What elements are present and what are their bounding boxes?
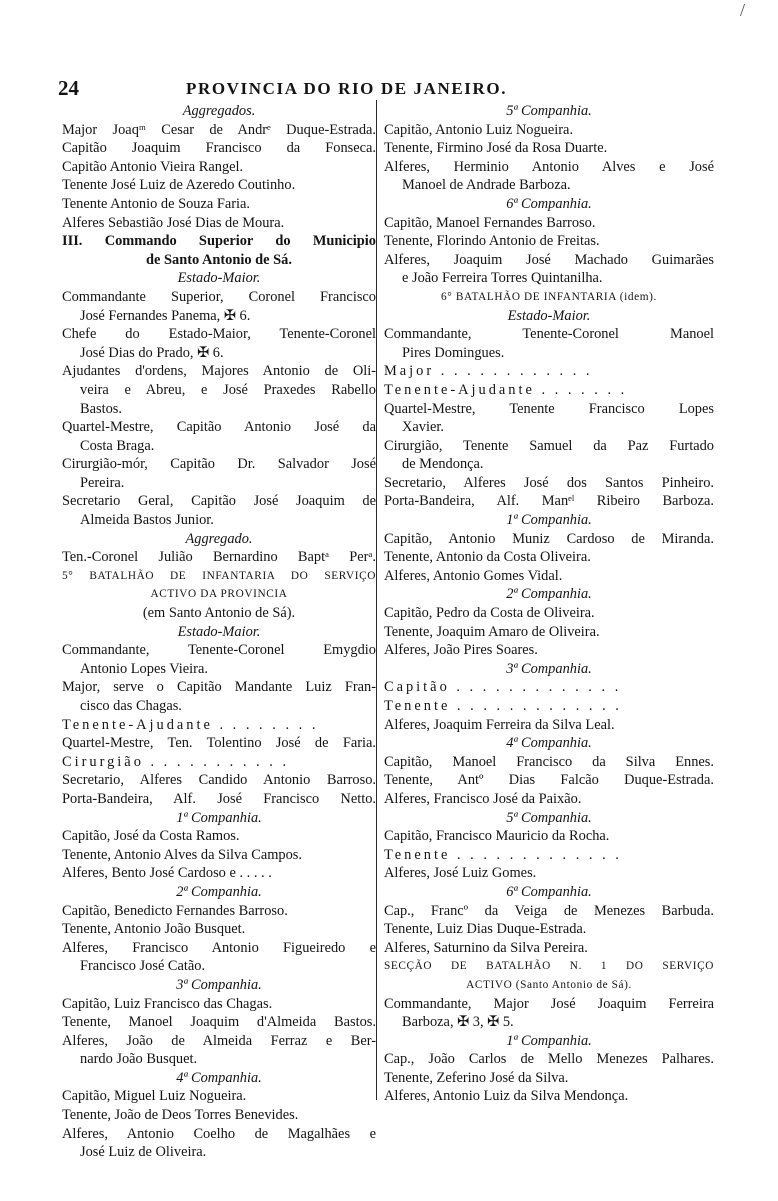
text-line: Tenente, Joaquim Amaro de Oliveira.	[384, 623, 600, 640]
text-line: Tenente, Florindo Antonio de Freitas.	[384, 233, 600, 250]
text-line: Tenente . . . . . . . . . . . . .	[384, 846, 622, 863]
text-line: ACTIVO (Santo Antonio de Sá).	[466, 978, 632, 991]
text-line: nardo João Busquet.	[80, 1051, 198, 1068]
text-line: Capitão . . . . . . . . . . . . .	[384, 679, 622, 696]
text-line: Alferes, Francisco Antonio Figueiredo e	[62, 939, 376, 956]
text-line: Tenente Antonio de Souza Faria.	[62, 195, 251, 212]
text-line: Alferes, Francisco José da Paixão.	[384, 790, 582, 807]
text-line: Commandante, Tenente-Coronel Manoel	[384, 326, 714, 343]
text-line: Alferes, Antonio Gomes Vidal.	[384, 567, 563, 584]
text-line: Estado-Maior.	[177, 623, 261, 640]
text-line: Tenente, Luiz Dias Duque-Estrada.	[384, 921, 587, 938]
text-line: 1ª Companhia.	[506, 1032, 592, 1049]
text-line: Pires Domingues.	[402, 344, 505, 361]
text-line: Antonio Lopes Vieira.	[80, 660, 208, 677]
text-line: Tenente, Antonio Alves da Silva Campos.	[62, 846, 303, 863]
text-line: Aggregado.	[185, 530, 253, 547]
text-line: 2ª Companhia.	[506, 586, 592, 603]
text-line: Capitão Antonio Vieira Rangel.	[62, 158, 244, 175]
column-divider	[376, 100, 377, 1100]
text-line: Capitão Joaquim Francisco da Fonseca.	[62, 140, 376, 157]
text-line: 1ª Companhia.	[506, 512, 592, 529]
text-line: Alferes, Antonio Coelho de Magalhães e	[62, 1125, 376, 1142]
text-line: 5ª Companhia.	[506, 103, 592, 119]
text-line: Tenente-Ajudante . . . . . . . .	[62, 716, 319, 733]
text-line: Ajudantes d'ordens, Majores Antonio de Oli-	[62, 363, 376, 380]
text-line: Cirurgião, Tenente Samuel da Paz Furtado	[384, 437, 714, 454]
text-line: veira e Abreu, e José Praxedes Rabello	[80, 381, 376, 398]
text-line: Quartel-Mestre, Ten. Tolentino José de Faria.	[62, 735, 376, 752]
text-line: Porta-Bandeira, Alf. Manᵉˡ Ribeiro Barboza.	[384, 493, 714, 510]
text-line: Major Joaqᵐ Cesar de Andrᵉ Duque-Estrada.	[62, 121, 376, 138]
page-number: 24	[58, 76, 79, 100]
text-line: (em Santo Antonio de Sá).	[142, 605, 296, 622]
text-line: Alferes, Antonio Luiz da Silva Mendonça.	[384, 1088, 629, 1105]
text-line: Secretario, Alferes José dos Santos Pinheiro.	[384, 474, 714, 491]
text-line: Secretario Geral, Capitão José Joaquim de	[62, 493, 376, 510]
text-line: Estado-Maior.	[177, 270, 261, 287]
text-line: 5ª Companhia.	[506, 809, 592, 826]
text-line: Alferes, Herminio Antonio Alves e José	[384, 158, 714, 175]
text-line: Commandante, Tenente-Coronel Emygdio	[62, 642, 376, 659]
text-line: Cirurgião . . . . . . . . . . .	[62, 753, 290, 770]
text-line: cisco das Chagas.	[80, 698, 182, 714]
text-line: 6ª Companhia.	[506, 195, 592, 212]
text-line: Ten.-Coronel Julião Bernardino Baptᵃ Perᵃ.	[62, 549, 376, 566]
text-line: 2ª Companhia.	[176, 883, 262, 900]
text-line: Tenente, Antº Dias Falcão Duque-Estrada.	[384, 772, 714, 789]
text-line: Alferes, João Pires Soares.	[384, 642, 538, 659]
text-line: Alferes Sebastião José Dias de Moura.	[62, 214, 285, 231]
text-line: Alferes, Saturnino da Silva Pereira.	[384, 939, 588, 956]
text-line: Capitão, Miguel Luiz Nogueira.	[62, 1088, 247, 1105]
text-line: José Fernandes Panema, ✠ 6.	[80, 307, 251, 324]
text-line: 4ª Companhia.	[506, 735, 592, 752]
left-column	[62, 102, 376, 1162]
text-line: Capitão, José da Costa Ramos.	[62, 828, 240, 845]
text-line: Tenente, Manoel Joaquim d'Almeida Bastos.	[62, 1014, 376, 1031]
text-line: Alferes, Joaquim Ferreira da Silva Leal.	[384, 716, 615, 733]
text-line: Tenente, Zeferino José da Silva.	[384, 1069, 569, 1086]
text-line: 1ª Companhia.	[176, 809, 262, 826]
text-line: Alferes, Joaquim José Machado Guimarães	[384, 251, 714, 268]
text-line: Tenente José Luiz de Azeredo Coutinho.	[62, 177, 296, 194]
right-column	[384, 102, 714, 1106]
text-line: Alferes, Bento José Cardoso e . . . . .	[62, 865, 272, 882]
text-line: e João Ferreira Torres Quintanilha.	[402, 270, 603, 287]
text-line: III. Commando Superior do Municipio	[62, 233, 376, 250]
text-line: Tenente . . . . . . . . . . . . .	[384, 698, 622, 714]
text-line: Almeida Bastos Junior.	[80, 512, 214, 529]
text-line: Francisco José Catão.	[80, 958, 206, 975]
text-line: Manoel de Andrade Barboza.	[402, 177, 571, 194]
text-line: Major . . . . . . . . . . . .	[384, 363, 593, 380]
text-line: de Mendonça.	[402, 456, 484, 473]
text-line: Capitão, Pedro da Costa de Oliveira.	[384, 605, 595, 622]
text-line: Cap., João Carlos de Mello Menezes Palhares.	[384, 1051, 714, 1068]
text-line: Xavier.	[402, 419, 444, 436]
text-line: Quartel-Mestre, Tenente Francisco Lopes	[384, 400, 714, 417]
text-line: Cap., Francº da Veiga de Menezes Barbuda.	[384, 902, 714, 919]
text-line: Tenente, João de Deos Torres Benevides.	[62, 1107, 299, 1124]
text-line: Capitão, Benedicto Fernandes Barroso.	[62, 902, 288, 919]
text-line: 6° BATALHÃO DE INFANTARIA (idem).	[441, 290, 657, 303]
text-line: Chefe do Estado-Maior, Tenente-Coronel	[62, 326, 376, 343]
text-line: Alferes, José Luiz Gomes.	[384, 865, 537, 882]
text-line: Aggregados.	[182, 103, 256, 119]
text-line: Bastos.	[80, 400, 122, 417]
text-line: Capitão, Manoel Fernandes Barroso.	[384, 214, 596, 231]
text-line: Secretario, Alferes Candido Antonio Barroso.	[62, 772, 376, 789]
page-title: PROVINCIA DO RIO DE JANEIRO.	[186, 79, 508, 98]
text-line: Estado-Maior.	[507, 307, 591, 324]
text-line: Porta-Bandeira, Alf. José Francisco Netto.	[62, 790, 376, 807]
text-line: 6ª Companhia.	[506, 883, 592, 900]
text-line: Pereira.	[80, 474, 125, 491]
text-line: Barboza, ✠ 3, ✠ 5.	[402, 1014, 514, 1031]
text-line: 4ª Companhia.	[176, 1069, 262, 1086]
text-line: Capitão, Antonio Luiz Nogueira.	[384, 121, 574, 138]
text-line: Capitão, Manoel Francisco da Silva Ennes.	[384, 753, 714, 770]
text-line: Cirurgião-mór, Capitão Dr. Salvador José	[62, 456, 376, 473]
text-line: Tenente, Antonio da Costa Oliveira.	[384, 549, 591, 566]
text-line: 3ª Companhia.	[176, 976, 262, 993]
text-line: Tenente, Antonio João Busquet.	[62, 921, 246, 938]
text-line: Tenente, Firmino José da Rosa Duarte.	[384, 140, 608, 157]
text-line: Capitão, Luiz Francisco das Chagas.	[62, 995, 273, 1012]
text-line: Commandante, Major José Joaquim Ferreira	[384, 995, 714, 1012]
text-line: Major, serve o Capitão Mandante Luiz Fran-	[62, 679, 376, 696]
text-line: Tenente-Ajudante . . . . . . .	[384, 381, 628, 398]
text-line: Commandante Superior, Coronel Francisco	[62, 288, 376, 305]
text-line: de Santo Antonio de Sá.	[146, 251, 292, 268]
text-line: José Dias do Prado, ✠ 6.	[80, 344, 224, 361]
text-line: Capitão, Francisco Mauricio da Rocha.	[384, 828, 610, 845]
text-line: ACTIVO DA PROVINCIA	[150, 588, 288, 601]
text-line: 3ª Companhia.	[506, 660, 592, 677]
text-line: Quartel-Mestre, Capitão Antonio José da	[62, 419, 376, 436]
text-line: Alferes, João de Almeida Ferraz e Ber-	[62, 1032, 376, 1049]
text-line: Capitão, Antonio Muniz Cardoso de Miranda.	[384, 530, 714, 547]
text-line: Costa Braga.	[80, 437, 155, 454]
margin-mark: /	[740, 0, 746, 20]
text-line: José Luiz de Oliveira.	[80, 1144, 207, 1161]
text-line: 5° BATALHÃO DE INFANTARIA DO SERVIÇO	[62, 569, 376, 582]
text-line: SECÇÃO DE BATALHÃO N. 1 DO SERVIÇO	[384, 960, 714, 973]
